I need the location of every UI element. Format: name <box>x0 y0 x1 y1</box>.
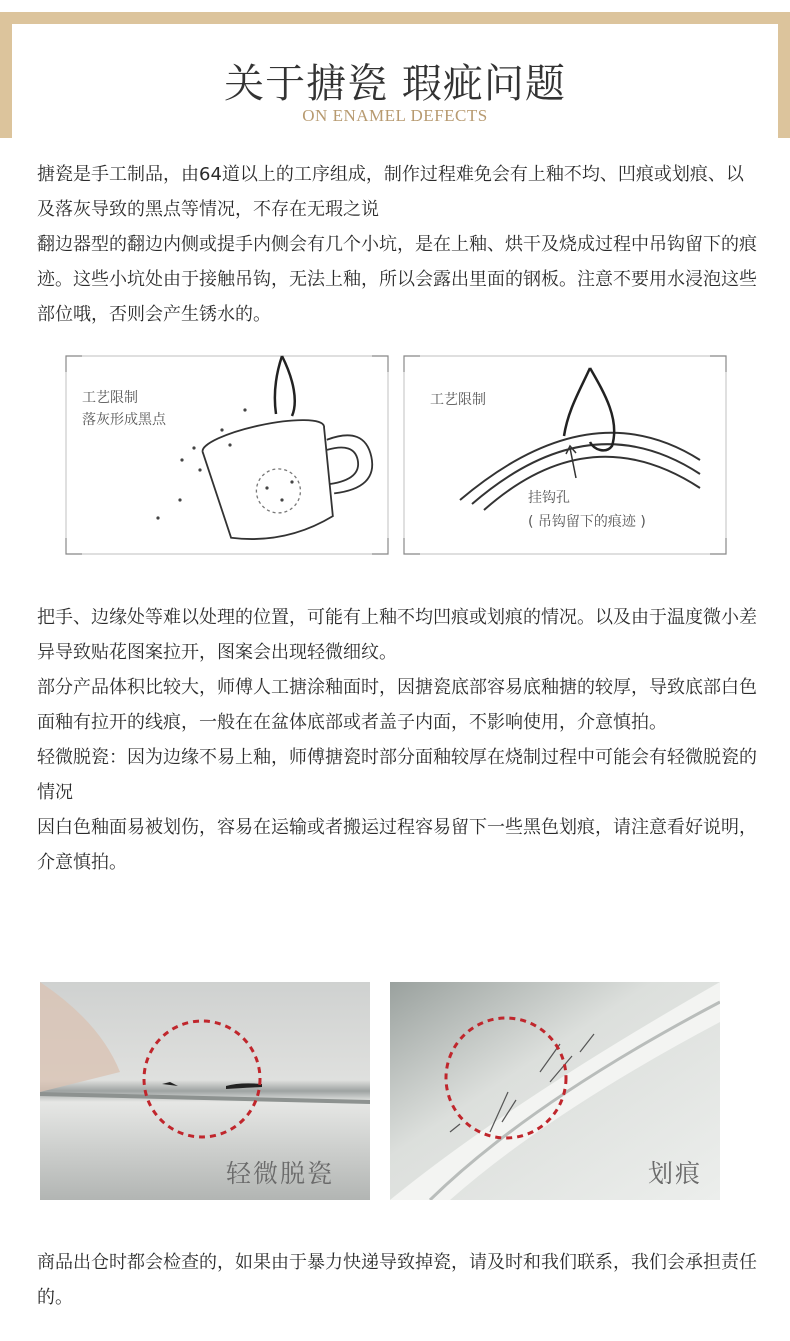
detail-paragraph: 把手、边缘处等难以处理的位置，可能有上釉不均凹痕或划痕的情况。以及由于温度微小差异导致贴花图案拉开，图案会出现轻微细纹。 <box>37 607 757 663</box>
scratch-photo <box>390 982 720 1200</box>
chip-label: 轻微脱瓷 <box>226 1159 335 1188</box>
diagram-label: 工艺限制 <box>430 392 486 408</box>
footer-paragraph: 商品出仓时都会检查的，如果由于暴力快递导致掉瓷，请及时和我们联系，我们会承担责任的。 <box>37 1252 757 1308</box>
hook-hole-diagram <box>400 350 730 560</box>
mug-illustration <box>62 350 392 560</box>
diagram-label-line2: 落灰形成黑点 <box>82 412 166 428</box>
footer-text <box>37 1245 757 1315</box>
header-banner <box>0 12 790 138</box>
scratch-label: 划痕 <box>648 1159 703 1188</box>
hook-hole-illustration <box>400 350 730 560</box>
detail-paragraph: 部分产品体积比较大，师傅人工搪涂釉面时，因搪瓷底部容易底釉搪的较厚，导致底部白色面釉有拉开的线痕，一般在在盆体底部或者盖子内面，不影响使用，介意慎拍。 <box>37 677 757 733</box>
page-title: 关于搪瓷 瑕疵问题 <box>224 61 566 107</box>
dust-spot-diagram <box>62 350 392 560</box>
header-panel <box>12 24 778 138</box>
detail-paragraph: 因白色釉面易被划伤，容易在运输或者搬运过程容易留下一些黑色划痕，请注意看好说明，介意慎拍。 <box>37 817 757 873</box>
detail-paragraph: 轻微脱瓷：因为边缘不易上釉，师傅搪瓷时部分面釉较厚在烧制过程中可能会有轻微脱瓷的情况 <box>37 747 757 803</box>
hook-hole-label: 挂钩孔 <box>528 490 570 506</box>
details-text <box>37 600 757 880</box>
intro-paragraph: 搪瓷是手工制品，由64道以上的工序组成，制作过程难免会有上釉不均、凹痕或划痕、以及落灰导致的黑点等情况，不存在无瑕之说 <box>37 164 744 220</box>
hook-hole-note: ( 吊钩留下的痕迹 ) <box>528 514 646 530</box>
page-subtitle: ON ENAMEL DEFECTS <box>302 106 488 125</box>
chip-photo <box>40 982 370 1200</box>
intro-paragraph: 翻边器型的翻边内侧或提手内侧会有几个小坑，是在上釉、烘干及烧成过程中吊钩留下的痕迹。这些小坑处由于接触吊钩，无法上釉，所以会露出里面的钢板。注意不要用水浸泡这些部位哦，否则会产生锈水的。 <box>37 234 757 325</box>
diagram-label-line1: 工艺限制 <box>82 390 138 406</box>
intro-text <box>37 157 757 332</box>
